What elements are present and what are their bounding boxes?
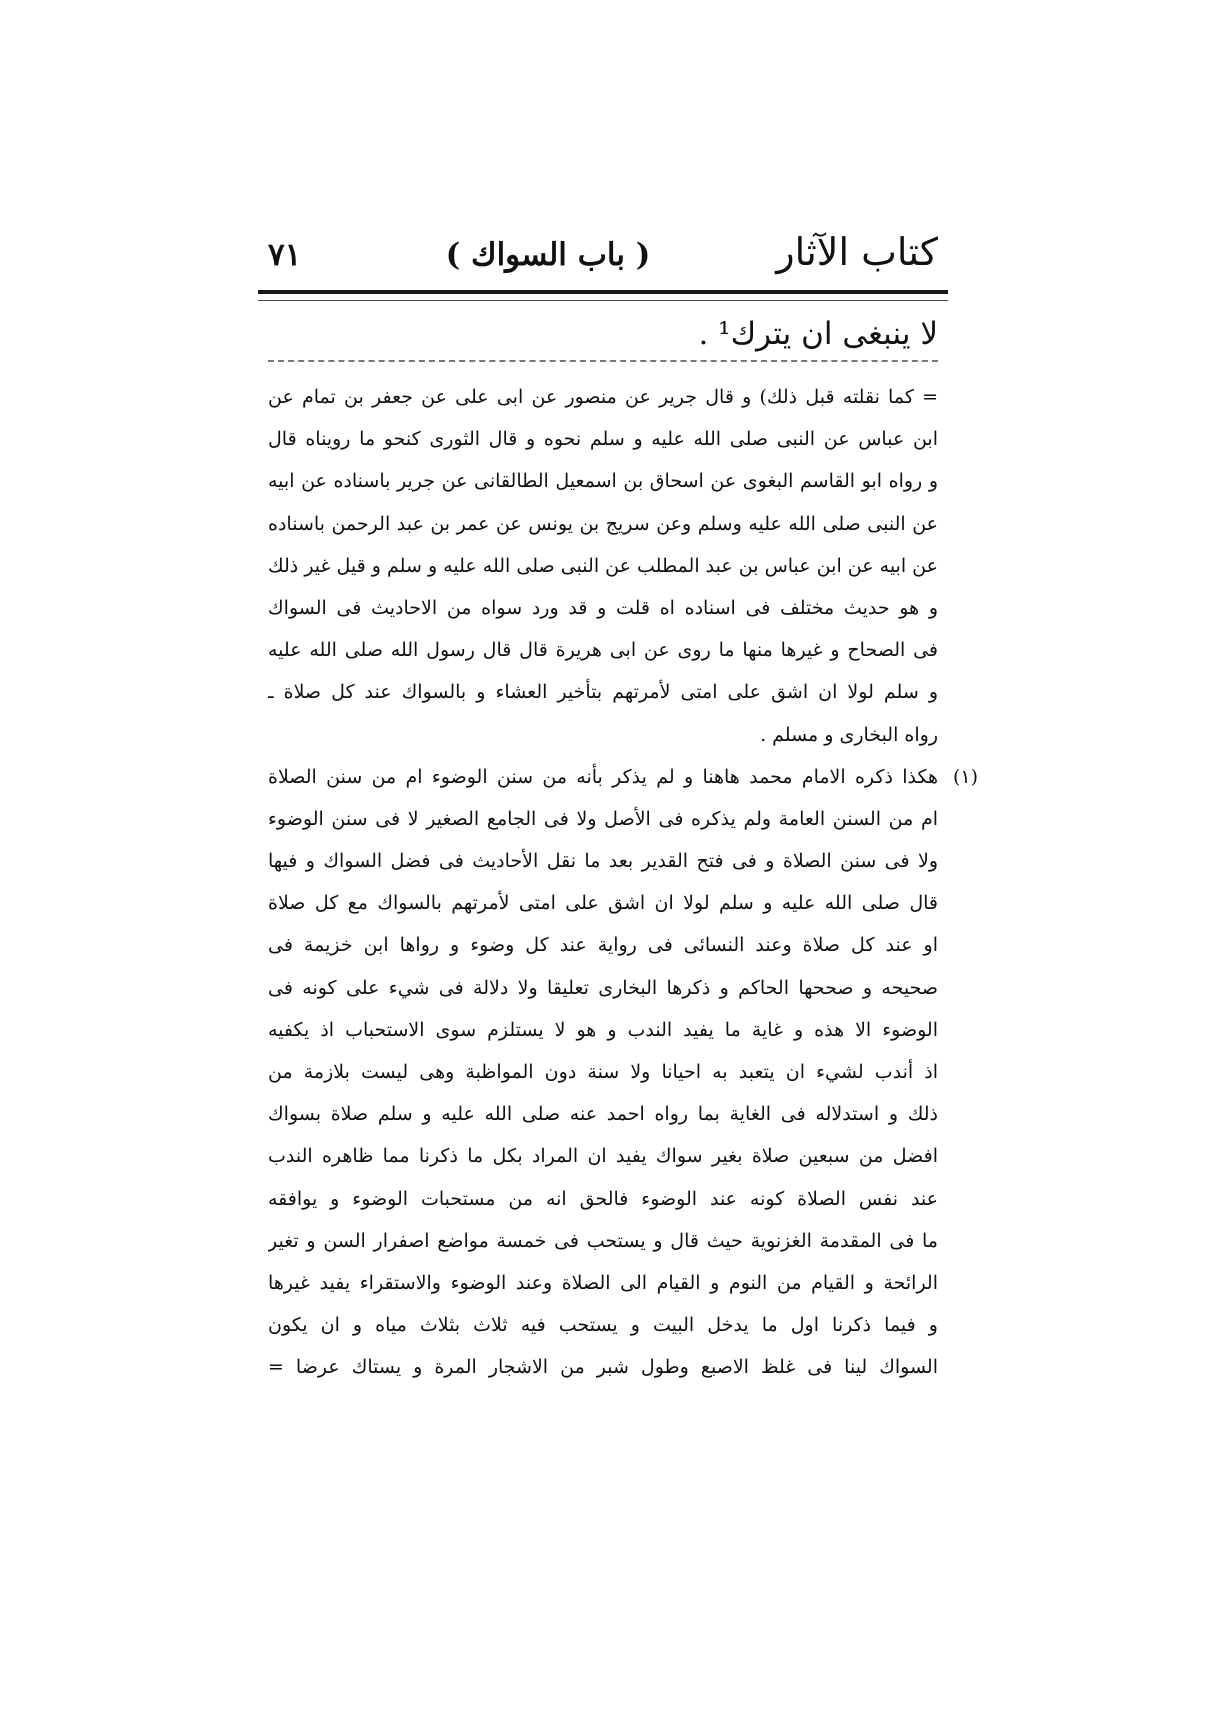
footnotes — [268, 376, 978, 1389]
header-rule-thin — [258, 300, 948, 301]
footnote-line: عند نفس الصلاة كونه عند الوضوء فالحق انه من مستحبات الوضوء و يوافقه — [268, 1187, 938, 1210]
footnote-line: و رواه ابو القاسم البغوى عن اسحاق بن اسمعيل الطالقانى عن جرير باسناده عن ابيه — [268, 470, 938, 493]
book-title: كتاب الآثار — [776, 230, 938, 274]
footnote-separator — [268, 360, 938, 362]
footnote-continuation — [268, 376, 938, 756]
footnote-line: قال صلى الله عليه و سلم لولا ان اشق على امتى لأمرتهم بالسواك مع كل صلاة — [268, 892, 938, 915]
main-text: لا ينبغى ان يترك¹ . — [698, 316, 938, 352]
page-number: ٧١ — [268, 237, 302, 273]
footnote-line: عن ابيه عن ابن عباس بن عبد المطلب عن النبى صلى الله عليه و سلم و قيل غير ذلك — [268, 554, 938, 577]
footnote-line: ام من السنن العامة ولم يذكره فى الأصل ولا فى الجامع الصغير لا فى سنن الوضوء — [268, 807, 938, 830]
footnote-line: الرائحة و القيام من النوم و القيام الى الصلاة وعند الوضوء والاستقراء يفيد غيرها — [268, 1271, 938, 1294]
footnote-1 — [268, 756, 978, 1389]
footnote-line: ولا فى سنن الصلاة و فى فتح القدير بعد ما نقل الأحاديث فى فضل السواك و فيها — [268, 850, 938, 873]
footnote-line: صحيحه و صححها الحاكم و ذكرها البخارى تعليقا ولا دلالة فى شيء على كونه فى — [268, 976, 938, 999]
footnote-line: ما فى المقدمة الغزنوية حيث قال و يستحب فى خمسة مواضع اصفرار السن و تغير — [268, 1229, 938, 1252]
footnote-line: = كما نقلته قبل ذلك) و قال جرير عن منصور عن ابى على عن جعفر بن تمام عن — [268, 386, 938, 408]
header-rule-thick — [258, 290, 948, 294]
footnote-line: ابن عباس عن النبى صلى الله عليه و سلم نحوه و قال الثورى كنحو ما رويناه قال — [268, 428, 938, 451]
footnote-line: او عند كل صلاة وعند النسائى فى رواية عند كل وضوء و رواها ابن خزيمة فى — [268, 934, 938, 957]
footnote-line: ذلك و استدلاله فى الغاية بما رواه احمد عنه صلى الله عليه و سلم صلاة بسواك — [268, 1103, 938, 1126]
footnote-line: هكذا ذكره الامام محمد هاهنا و لم يذكر بأنه من سنن الوضوء ام من سنن الصلاة — [268, 765, 938, 788]
footnote-line: و هو حديث مختلف فى اسناده اه قلت و قد ورد سواه من الاحاديث فى السواك — [268, 596, 938, 619]
chapter-title: ( باب السواك ) — [445, 237, 651, 273]
footnote-marker: (١) — [952, 765, 978, 788]
footnote-line: و سلم لولا ان اشق على امتى لأمرتهم بتأخير العشاء و بالسواك عند كل صلاة ـ — [268, 681, 938, 704]
footnote-line: عن النبى صلى الله عليه وسلم وعن سريج بن يونس عن عمر بن عبد الرحمن باسناده — [268, 512, 938, 535]
footnote-line: السواك لينا فى غلظ الاصبع وطول شبر من الاشجار المرة و يستاك عرضا = — [268, 1356, 938, 1379]
footnote-line: افضل من سبعين صلاة بغير سواك يفيد ان المراد بكل ما ذكرنا مما ظاهره الندب — [268, 1145, 938, 1168]
running-header — [268, 228, 938, 288]
footnote-line: اذ أندب لشيء ان يتعبد به احيانا ولا سنة دون المواظبة وهى ليست بلازمة من — [268, 1061, 938, 1083]
footnote-line: فى الصحاح و غيرها منها ما روى عن ابى هريرة قال قال رسول الله صلى الله عليه — [268, 639, 938, 662]
footnote-line: رواه البخارى و مسلم . — [760, 723, 938, 746]
footnote-line: الوضوء الا هذه و غاية ما يفيد الندب و هو لا يستلزم سوى الاستحباب اذ يكفيه — [268, 1018, 938, 1041]
footnote-line: و فيما ذكرنا اول ما يدخل البيت و يستحب فيه ثلاث بثلاث مياه و ان يكون — [268, 1314, 938, 1337]
